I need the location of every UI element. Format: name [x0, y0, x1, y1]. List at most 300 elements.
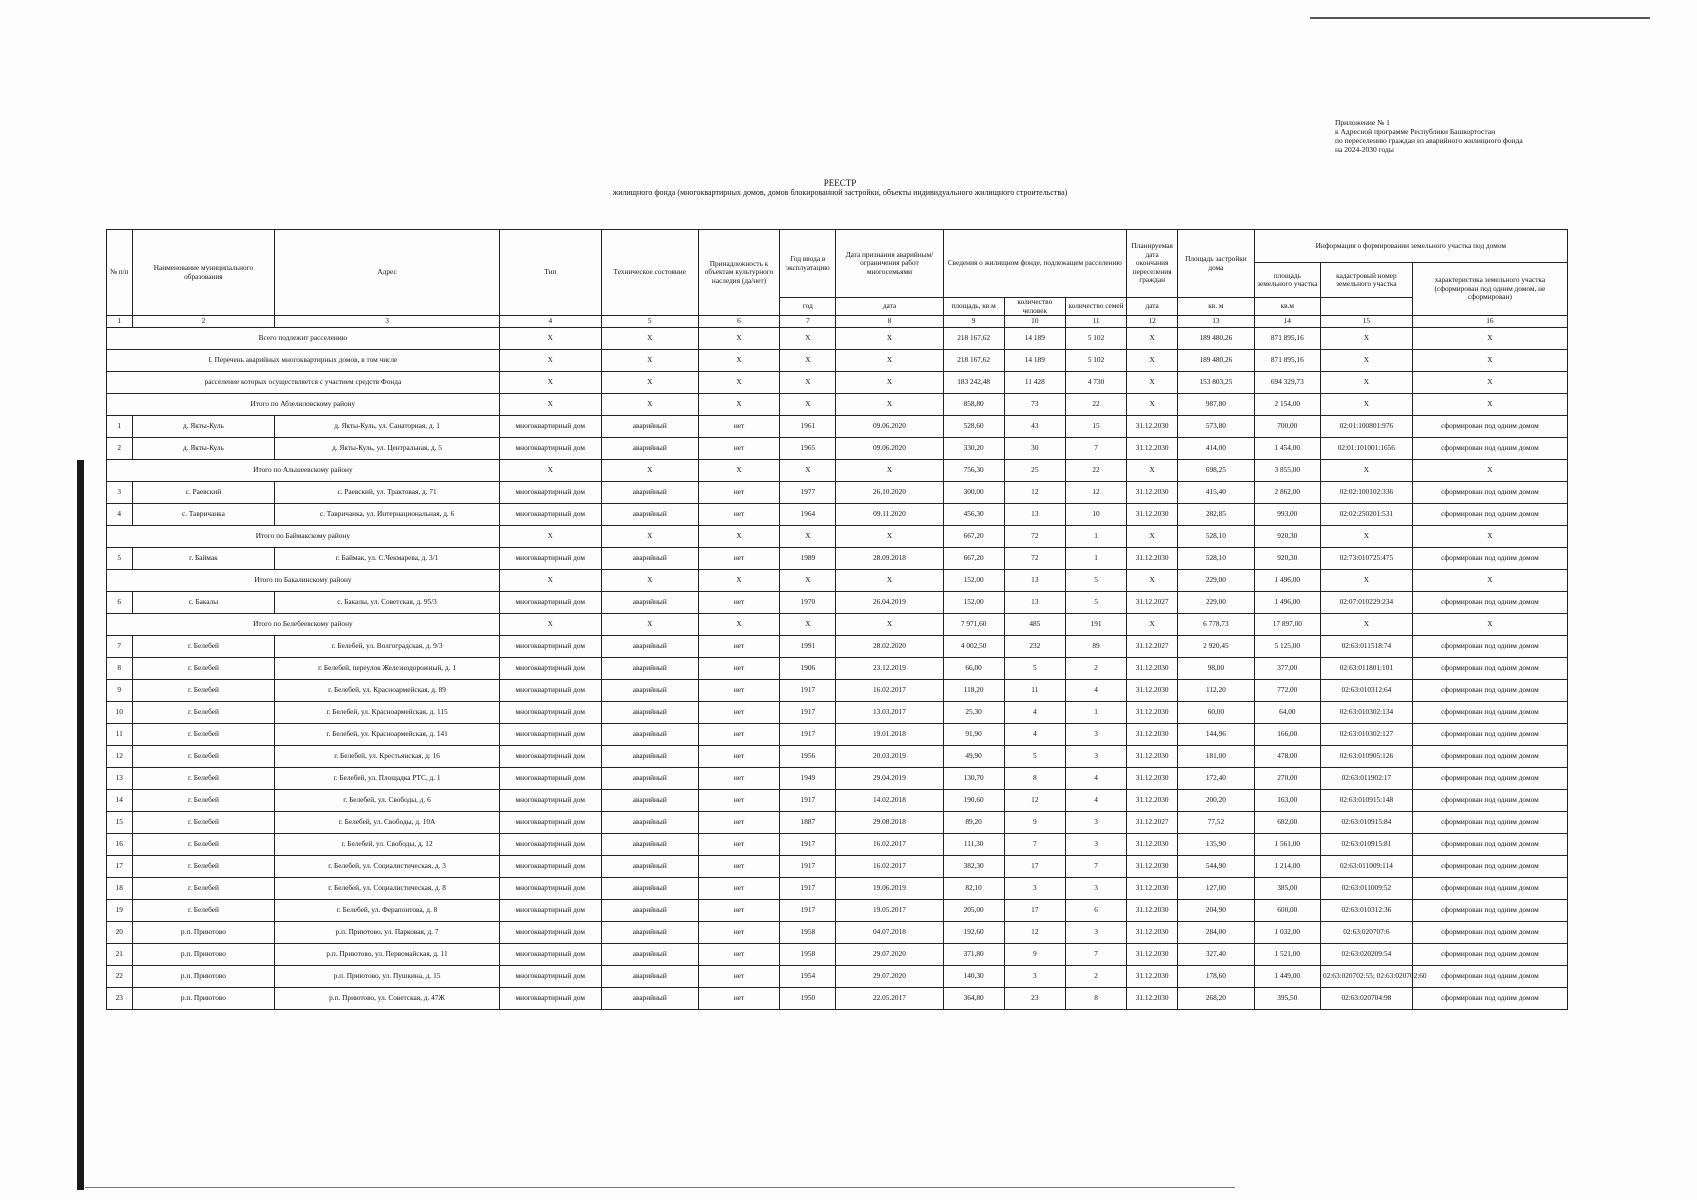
total-land-area: 920,30	[1254, 526, 1320, 548]
table-row	[107, 482, 1568, 504]
unit-date: дата	[836, 298, 943, 316]
cell-char: сформирован под одним домом	[1412, 746, 1567, 768]
total-land-area: 871 895,16	[1254, 350, 1320, 372]
cell-state: аварийный	[601, 438, 698, 460]
column-number: 6	[698, 316, 780, 328]
x-mark: X	[1320, 570, 1412, 592]
cell-cad: 02:01:100801:976	[1320, 416, 1412, 438]
cell-barea: 528,10	[1178, 548, 1255, 570]
total-building-area: 189 480,26	[1178, 350, 1255, 372]
cell-area: 4 002,50	[943, 636, 1004, 658]
cell-fam: 7	[1065, 856, 1126, 878]
cell-area: 49,90	[943, 746, 1004, 768]
total-building-area: 698,25	[1178, 460, 1255, 482]
title-line-2: жилищного фонда (многоквартирных домов, домов блокированной застройки, объекты индивидуального жилищного строительства)	[612, 188, 1068, 197]
cell-barea: 544,90	[1178, 856, 1255, 878]
x-mark: X	[1320, 394, 1412, 416]
cell-people: 17	[1004, 900, 1065, 922]
cell-char: сформирован под одним домом	[1412, 988, 1567, 1010]
cell-year: 1906	[780, 658, 836, 680]
table-row	[107, 680, 1568, 702]
header-municipality: Наименование муниципального образования	[132, 230, 275, 316]
cell-cult: нет	[698, 680, 780, 702]
total-people: 72	[1004, 526, 1065, 548]
x-mark: X	[780, 372, 836, 394]
cell-addr: р.п. Приютово, ул. Парковая, д. 7	[275, 922, 499, 944]
cell-type: многоквартирный дом	[499, 812, 601, 834]
table-row	[107, 548, 1568, 570]
cell-type: многоквартирный дом	[499, 438, 601, 460]
cell-year: 1950	[780, 988, 836, 1010]
summary-label: Итого по Бакалинскому району	[107, 570, 500, 592]
cell-addr: г. Белебей, переулок Железнодорожный, д. 1	[275, 658, 499, 680]
cell-people: 12	[1004, 922, 1065, 944]
summary-row	[107, 372, 1568, 394]
appendix-line: на 2024-2030 годы	[1335, 145, 1394, 154]
cell-mun: г. Белебей	[132, 834, 275, 856]
cell-type: многоквартирный дом	[499, 416, 601, 438]
cell-char: сформирован под одним домом	[1412, 900, 1567, 922]
table-row	[107, 746, 1568, 768]
cell-area: 300,00	[943, 482, 1004, 504]
cell-addr: г. Белебей, ул. Площадка РТС, д. 1	[275, 768, 499, 790]
cell-people: 4	[1004, 702, 1065, 724]
cell-date: 28.02.2020	[836, 636, 943, 658]
cell-char: сформирован под одним домом	[1412, 504, 1567, 526]
cell-char: сформирован под одним домом	[1412, 922, 1567, 944]
cell-year: 1989	[780, 548, 836, 570]
total-people: 14 189	[1004, 350, 1065, 372]
cell-fam: 3	[1065, 878, 1126, 900]
cell-n: 16	[107, 834, 133, 856]
cell-n: 23	[107, 988, 133, 1010]
x-mark: X	[780, 526, 836, 548]
cell-barea: 127,00	[1178, 878, 1255, 900]
cell-addr: с. Раевский, ул. Трактовая, д. 71	[275, 482, 499, 504]
cell-state: аварийный	[601, 944, 698, 966]
cell-cult: нет	[698, 482, 780, 504]
cell-cad: 02:63:011902:17	[1320, 768, 1412, 790]
x-mark: X	[1320, 526, 1412, 548]
cell-larea: 1 561,00	[1254, 834, 1320, 856]
cell-cad: 02:01:101001:1656	[1320, 438, 1412, 460]
x-mark: X	[601, 372, 698, 394]
summary-row	[107, 460, 1568, 482]
cell-type: многоквартирный дом	[499, 746, 601, 768]
cell-people: 232	[1004, 636, 1065, 658]
cell-char: сформирован под одним домом	[1412, 768, 1567, 790]
cell-cad: 02:73:010725:475	[1320, 548, 1412, 570]
document-title	[560, 178, 1120, 198]
x-mark: X	[698, 394, 780, 416]
summary-row	[107, 328, 1568, 350]
cell-barea: 2 920,45	[1178, 636, 1255, 658]
cell-cult: нет	[698, 416, 780, 438]
cell-state: аварийный	[601, 680, 698, 702]
summary-label: Итого по Белебеевскому району	[107, 614, 500, 636]
cell-pdate: 31.12.2027	[1127, 812, 1178, 834]
table-row	[107, 636, 1568, 658]
cell-cult: нет	[698, 658, 780, 680]
table-row	[107, 900, 1568, 922]
cell-cad: 02:63:010312:36	[1320, 900, 1412, 922]
cell-mun: г. Белебей	[132, 680, 275, 702]
cell-cult: нет	[698, 636, 780, 658]
cell-barea: 135,90	[1178, 834, 1255, 856]
cell-cult: нет	[698, 702, 780, 724]
cell-area: 130,70	[943, 768, 1004, 790]
cell-state: аварийный	[601, 416, 698, 438]
cell-fam: 2	[1065, 966, 1126, 988]
total-building-area: 528,10	[1178, 526, 1255, 548]
x-mark: X	[1412, 328, 1567, 350]
cell-mun: г. Белебей	[132, 878, 275, 900]
scan-edge-bottom	[85, 1187, 1235, 1188]
cell-barea: 282,85	[1178, 504, 1255, 526]
cell-n: 12	[107, 746, 133, 768]
total-families: 5 102	[1065, 328, 1126, 350]
cell-pdate: 31.12.2030	[1127, 438, 1178, 460]
cell-pdate: 31.12.2030	[1127, 988, 1178, 1010]
cell-char: сформирован под одним домом	[1412, 438, 1567, 460]
cell-pdate: 31.12.2030	[1127, 944, 1178, 966]
total-area: 218 167,62	[943, 350, 1004, 372]
unit-year: год	[780, 298, 836, 316]
cell-pdate: 31.12.2030	[1127, 548, 1178, 570]
cell-cad: 02:63:020704:98	[1320, 988, 1412, 1010]
cell-cult: нет	[698, 966, 780, 988]
cell-area: 140,30	[943, 966, 1004, 988]
column-number: 1	[107, 316, 133, 328]
cell-date: 19.01.2018	[836, 724, 943, 746]
summary-label: Всего подлежит расселению	[107, 328, 500, 350]
cell-cult: нет	[698, 900, 780, 922]
column-number: 3	[275, 316, 499, 328]
x-mark: X	[836, 526, 943, 548]
cell-type: многоквартирный дом	[499, 548, 601, 570]
cell-year: 1917	[780, 878, 836, 900]
cell-pdate: 31.12.2030	[1127, 856, 1178, 878]
cell-pdate: 31.12.2030	[1127, 834, 1178, 856]
x-mark: X	[1320, 350, 1412, 372]
x-mark: X	[698, 526, 780, 548]
total-land-area: 1 496,00	[1254, 570, 1320, 592]
cell-larea: 64,00	[1254, 702, 1320, 724]
cell-pdate: 31.12.2030	[1127, 878, 1178, 900]
cell-date: 29.08.2018	[836, 812, 943, 834]
total-land-area: 17 897,00	[1254, 614, 1320, 636]
total-families: 191	[1065, 614, 1126, 636]
total-area: 183 242,48	[943, 372, 1004, 394]
cell-barea: 414,00	[1178, 438, 1255, 460]
cell-mun: д. Якты-Куль	[132, 438, 275, 460]
x-mark: X	[1412, 350, 1567, 372]
x-mark: X	[1412, 570, 1567, 592]
cell-fam: 4	[1065, 680, 1126, 702]
cell-date: 20.03.2019	[836, 746, 943, 768]
cell-n: 5	[107, 548, 133, 570]
cell-char: сформирован под одним домом	[1412, 680, 1567, 702]
x-mark: X	[836, 350, 943, 372]
unit-planned-date: дата	[1127, 298, 1178, 316]
summary-label: I. Перечень аварийных многоквартирных домов, в том числе	[107, 350, 500, 372]
x-mark: X	[698, 614, 780, 636]
cell-state: аварийный	[601, 768, 698, 790]
column-number: 14	[1254, 316, 1320, 328]
total-area: 858,80	[943, 394, 1004, 416]
cell-type: многоквартирный дом	[499, 724, 601, 746]
x-mark: X	[1127, 394, 1178, 416]
cell-area: 528,60	[943, 416, 1004, 438]
cell-people: 5	[1004, 658, 1065, 680]
cell-cad: 02:63:020209:54	[1320, 944, 1412, 966]
unit-people: количество человек	[1004, 298, 1065, 316]
x-mark: X	[601, 394, 698, 416]
x-mark: X	[1127, 614, 1178, 636]
cell-n: 21	[107, 944, 133, 966]
total-people: 13	[1004, 570, 1065, 592]
cell-type: многоквартирный дом	[499, 878, 601, 900]
column-number: 5	[601, 316, 698, 328]
cell-state: аварийный	[601, 702, 698, 724]
total-land-area: 3 855,00	[1254, 460, 1320, 482]
cell-larea: 993,00	[1254, 504, 1320, 526]
table-row	[107, 702, 1568, 724]
total-area: 756,30	[943, 460, 1004, 482]
column-number: 7	[780, 316, 836, 328]
cell-cult: нет	[698, 548, 780, 570]
cell-addr: г. Баймак, ул. С.Чекмарева, д. 3/1	[275, 548, 499, 570]
table-row	[107, 856, 1568, 878]
cell-larea: 700,00	[1254, 416, 1320, 438]
cell-pdate: 31.12.2030	[1127, 790, 1178, 812]
cell-state: аварийный	[601, 988, 698, 1010]
cell-addr: р.п. Приютово, ул. Первомайская, д. 11	[275, 944, 499, 966]
cell-fam: 10	[1065, 504, 1126, 526]
cell-fam: 4	[1065, 768, 1126, 790]
column-number: 12	[1127, 316, 1178, 328]
cell-n: 22	[107, 966, 133, 988]
cell-date: 19.05.2017	[836, 900, 943, 922]
x-mark: X	[499, 372, 601, 394]
cell-type: многоквартирный дом	[499, 592, 601, 614]
summary-label: Итого по Альшеевскому району	[107, 460, 500, 482]
total-area: 667,20	[943, 526, 1004, 548]
cell-type: многоквартирный дом	[499, 636, 601, 658]
x-mark: X	[836, 372, 943, 394]
cell-addr: д. Якты-Куль, ул. Санаторная, д. 1	[275, 416, 499, 438]
x-mark: X	[601, 350, 698, 372]
total-area: 152,00	[943, 570, 1004, 592]
cell-larea: 920,30	[1254, 548, 1320, 570]
cell-larea: 772,00	[1254, 680, 1320, 702]
cell-larea: 1 449,00	[1254, 966, 1320, 988]
cell-year: 1958	[780, 922, 836, 944]
cell-cad: 02:63:010302:127	[1320, 724, 1412, 746]
cell-larea: 1 214,00	[1254, 856, 1320, 878]
appendix-note	[1335, 118, 1565, 154]
cell-date: 22.05.2017	[836, 988, 943, 1010]
cell-year: 1961	[780, 416, 836, 438]
cell-mun: г. Белебей	[132, 658, 275, 680]
cell-state: аварийный	[601, 922, 698, 944]
table-row	[107, 944, 1568, 966]
cell-state: аварийный	[601, 834, 698, 856]
table-row	[107, 592, 1568, 614]
total-building-area: 6 778,73	[1178, 614, 1255, 636]
x-mark: X	[1127, 526, 1178, 548]
cell-addr: д. Якты-Куль, ул. Центральная, д. 5	[275, 438, 499, 460]
x-mark: X	[1320, 460, 1412, 482]
cell-year: 1887	[780, 812, 836, 834]
cell-fam: 12	[1065, 482, 1126, 504]
x-mark: X	[780, 614, 836, 636]
cell-people: 13	[1004, 592, 1065, 614]
cell-state: аварийный	[601, 504, 698, 526]
column-number: 10	[1004, 316, 1065, 328]
cell-area: 118,20	[943, 680, 1004, 702]
cell-type: многоквартирный дом	[499, 944, 601, 966]
header-land-info: Информация о формировании земельного участка под домом	[1254, 230, 1567, 263]
cell-cult: нет	[698, 504, 780, 526]
cell-char: сформирован под одним домом	[1412, 636, 1567, 658]
cell-cult: нет	[698, 944, 780, 966]
total-people: 73	[1004, 394, 1065, 416]
cell-state: аварийный	[601, 746, 698, 768]
total-area: 7 971,60	[943, 614, 1004, 636]
cell-cult: нет	[698, 812, 780, 834]
cell-area: 89,20	[943, 812, 1004, 834]
x-mark: X	[601, 460, 698, 482]
table-row	[107, 416, 1568, 438]
cell-barea: 60,00	[1178, 702, 1255, 724]
cell-cult: нет	[698, 790, 780, 812]
unit-families: количество семей	[1065, 298, 1126, 316]
cell-larea: 385,00	[1254, 878, 1320, 900]
cell-larea: 163,00	[1254, 790, 1320, 812]
cell-mun: р.п. Приютово	[132, 966, 275, 988]
total-land-area: 694 329,73	[1254, 372, 1320, 394]
cell-state: аварийный	[601, 790, 698, 812]
cell-cad: 02:63:010905:126	[1320, 746, 1412, 768]
cell-people: 8	[1004, 768, 1065, 790]
x-mark: X	[601, 328, 698, 350]
cell-year: 1991	[780, 636, 836, 658]
cell-cad: 02:63:020702:55; 02:63:020702:60	[1320, 966, 1412, 988]
cell-date: 26.04.2019	[836, 592, 943, 614]
cell-fam: 3	[1065, 746, 1126, 768]
cell-barea: 172,40	[1178, 768, 1255, 790]
cell-mun: г. Белебей	[132, 790, 275, 812]
cell-area: 192,60	[943, 922, 1004, 944]
cell-year: 1958	[780, 944, 836, 966]
cell-pdate: 31.12.2030	[1127, 966, 1178, 988]
cell-date: 16.02.2017	[836, 834, 943, 856]
cell-n: 9	[107, 680, 133, 702]
cell-cad: 02:63:010915:148	[1320, 790, 1412, 812]
cell-year: 1977	[780, 482, 836, 504]
cell-addr: г. Белебей, ул. Волгоградская, д. 9/3	[275, 636, 499, 658]
header-housing-info: Сведения о жилищном фонде, подлежащем расселению	[943, 230, 1127, 298]
cell-mun: с. Тавричанка	[132, 504, 275, 526]
cell-people: 43	[1004, 416, 1065, 438]
cell-date: 09.11.2020	[836, 504, 943, 526]
registry-body	[107, 328, 1568, 1010]
x-mark: X	[1412, 394, 1567, 416]
cell-type: многоквартирный дом	[499, 768, 601, 790]
cell-n: 7	[107, 636, 133, 658]
cell-date: 13.03.2017	[836, 702, 943, 724]
total-land-area: 2 154,00	[1254, 394, 1320, 416]
column-number-row	[107, 316, 1568, 328]
cell-addr: р.п. Приютово, ул. Советская, д. 47Ж	[275, 988, 499, 1010]
cell-larea: 166,00	[1254, 724, 1320, 746]
cell-char: сформирован под одним домом	[1412, 724, 1567, 746]
cell-n: 2	[107, 438, 133, 460]
cell-type: многоквартирный дом	[499, 856, 601, 878]
x-mark: X	[836, 328, 943, 350]
cell-barea: 181,00	[1178, 746, 1255, 768]
cell-state: аварийный	[601, 878, 698, 900]
cell-fam: 2	[1065, 658, 1126, 680]
x-mark: X	[601, 526, 698, 548]
x-mark: X	[499, 614, 601, 636]
x-mark: X	[1412, 614, 1567, 636]
cell-barea: 200,20	[1178, 790, 1255, 812]
cell-people: 72	[1004, 548, 1065, 570]
cell-addr: с. Бакалы, ул. Советская, д. 95/3	[275, 592, 499, 614]
x-mark: X	[836, 460, 943, 482]
x-mark: X	[698, 372, 780, 394]
cell-area: 91,90	[943, 724, 1004, 746]
summary-label: расселение которых осуществляется с участием средств Фонда	[107, 372, 500, 394]
cell-n: 18	[107, 878, 133, 900]
cell-type: многоквартирный дом	[499, 658, 601, 680]
cell-barea: 573,80	[1178, 416, 1255, 438]
x-mark: X	[1127, 372, 1178, 394]
total-people: 14 189	[1004, 328, 1065, 350]
cell-year: 1956	[780, 746, 836, 768]
cell-pdate: 31.12.2030	[1127, 768, 1178, 790]
cell-char: сформирован под одним домом	[1412, 548, 1567, 570]
cell-barea: 178,60	[1178, 966, 1255, 988]
cell-pdate: 31.12.2030	[1127, 746, 1178, 768]
cell-cad: 02:63:011009:114	[1320, 856, 1412, 878]
cell-people: 9	[1004, 812, 1065, 834]
cell-type: многоквартирный дом	[499, 504, 601, 526]
summary-row	[107, 350, 1568, 372]
cell-date: 29.07.2020	[836, 966, 943, 988]
table-row	[107, 878, 1568, 900]
x-mark: X	[836, 614, 943, 636]
cell-barea: 284,00	[1178, 922, 1255, 944]
cell-cad: 02:63:020707:6	[1320, 922, 1412, 944]
cell-people: 9	[1004, 944, 1065, 966]
cell-state: аварийный	[601, 812, 698, 834]
cell-people: 3	[1004, 878, 1065, 900]
x-mark: X	[1127, 328, 1178, 350]
total-people: 11 428	[1004, 372, 1065, 394]
x-mark: X	[836, 394, 943, 416]
x-mark: X	[499, 526, 601, 548]
cell-pdate: 31.12.2027	[1127, 592, 1178, 614]
cell-barea: 268,20	[1178, 988, 1255, 1010]
cell-n: 19	[107, 900, 133, 922]
table-row	[107, 812, 1568, 834]
total-people: 25	[1004, 460, 1065, 482]
cell-n: 3	[107, 482, 133, 504]
cell-n: 6	[107, 592, 133, 614]
